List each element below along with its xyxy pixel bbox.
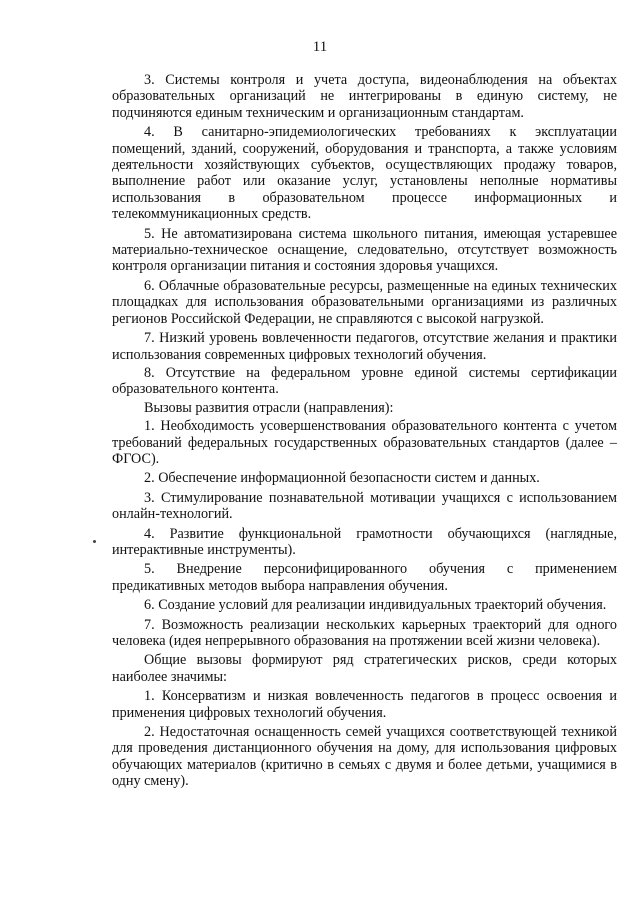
paragraph-risk-1: 1. Консерватизм и низкая вовлеченность педагогов в процесс освоения и применения цифровых технологий обучения.	[112, 688, 617, 721]
paragraph-challenge-7: 7. Возможность реализации нескольких карьерных траекторий для одного человека (идея непрерывного образования на протяжении всей жизни человека).	[112, 616, 617, 649]
paragraph-challenge-1: 1. Необходимость усовершенствования образовательного контента с учетом требований федеральных государственных образовательных стандартов (далее – ФГОС).	[112, 418, 617, 467]
paragraph-risks-intro: Общие вызовы формируют ряд стратегических рисков, среди которых наиболее значимы:	[112, 652, 617, 685]
paragraph-problem-4: 4. В санитарно-эпидемиологических требованиях к эксплуатации помещений, зданий, сооружений, оборудования и транспорта, а также условиям деятельности хозяйствующих субъектов, осуществляющих продажу товаров, выполнение работ или оказание услуг, установлены неполные нормативы использования в образовательном процессе информационных и телекоммуникационных средств.	[112, 124, 617, 223]
page-number: 11	[312, 39, 328, 55]
paragraph-problem-8: 8. Отсутствие на федеральном уровне единой системы сертификации образовательного контента.	[112, 364, 617, 398]
scan-mark	[93, 540, 96, 543]
document-body	[112, 72, 617, 790]
paragraph-problem-7: 7. Низкий уровень вовлеченности педагогов, отсутствие желания и практики использования современных цифровых технологий обучения.	[112, 330, 617, 363]
paragraph-problem-5: 5. Не автоматизирована система школьного питания, имеющая устаревшее материально-техническое оснащение, следовательно, отсутствует возможность контроля организации питания и состояния здоровья учащихся.	[112, 225, 617, 275]
paragraph-problem-3: 3. Системы контроля и учета доступа, видеонаблюдения на объектах образовательных организаций не интегрированы в единую систему, не подчиняются единым техническим и организационным стандартам.	[112, 72, 617, 121]
paragraph-challenge-6: 6. Создание условий для реализации индивидуальных траекторий обучения.	[144, 597, 607, 614]
paragraph-challenge-4: 4. Развитие функциональной грамотности обучающихся (наглядные, интерактивные инструменты).	[112, 525, 617, 558]
paragraph-risk-2: 2. Недостаточная оснащенность семей учащихся соответствующей техникой для проведения дистанционного обучения на дому, для использования цифровых обучающих материалов (критично в семьях с двумя и более детьми, учащимися в одну смену).	[112, 724, 617, 790]
paragraph-challenge-3: 3. Стимулирование познавательной мотивации учащихся с использованием онлайн-технологий.	[112, 489, 617, 523]
paragraph-challenge-5: 5. Внедрение персонифицированного обучения с применением предикативных методов выбора направления обучения.	[112, 561, 617, 594]
paragraph-challenges-heading: Вызовы развития отрасли (направления):	[144, 399, 394, 416]
paragraph-problem-6: 6. Облачные образовательные ресурсы, размещенные на единых технических площадках для использования образовательными организациями из различных регионов Российской Федерации, не справляются с высокой нагрузкой.	[112, 277, 617, 327]
paragraph-challenge-2: 2. Обеспечение информационной безопасности систем и данных.	[144, 470, 540, 487]
